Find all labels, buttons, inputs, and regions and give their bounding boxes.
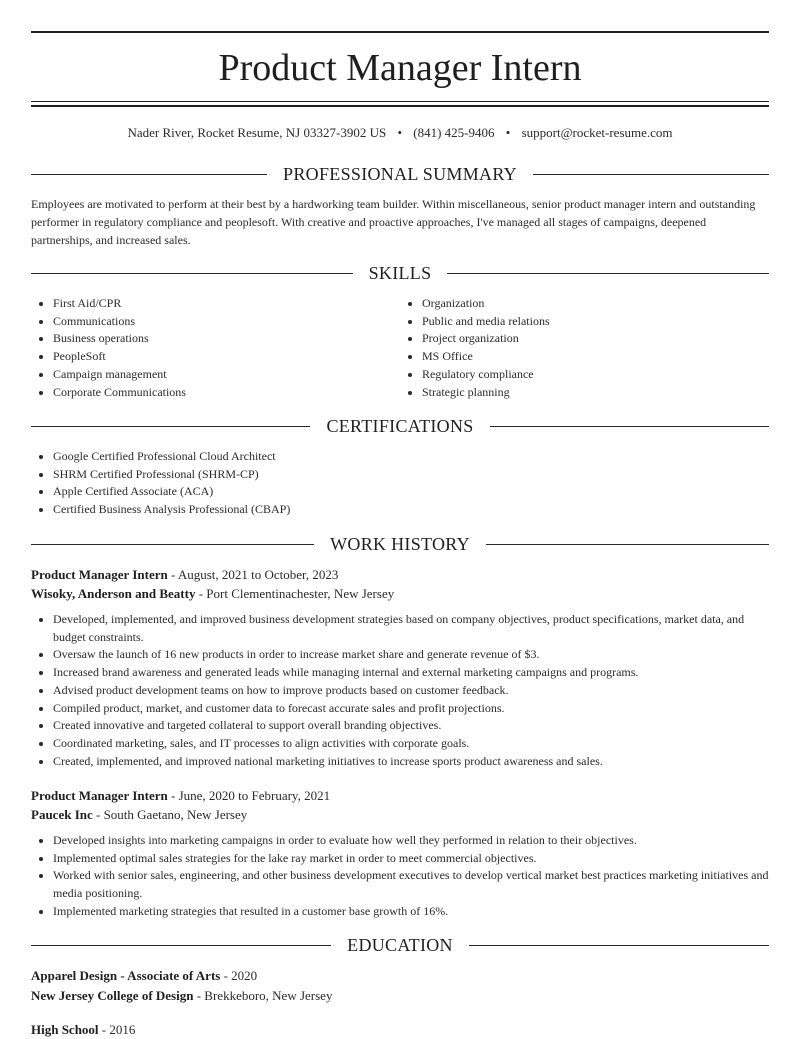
job-location: - Port Clementinachester, New Jersey bbox=[195, 586, 395, 601]
heading-rule-left bbox=[31, 426, 310, 427]
section-heading-education bbox=[31, 934, 769, 956]
contact-address: Nader River, Rocket Resume, NJ 03327-3902 US bbox=[127, 125, 387, 140]
section-heading-work-history bbox=[31, 533, 769, 555]
section-heading-certifications bbox=[31, 415, 769, 437]
heading-rule-right bbox=[469, 945, 769, 946]
job-bullet: • Increased brand awareness and generated leads while managing internal and external marketing campaigns and programs. bbox=[53, 664, 769, 682]
job-bullets bbox=[31, 832, 769, 921]
job-bullet: • Developed insights into marketing campaigns in order to evaluate how well they performed in relation to their objectives. bbox=[53, 832, 769, 850]
job-dates: - June, 2020 to February, 2021 bbox=[167, 788, 331, 803]
education-entry bbox=[31, 966, 769, 1006]
section-title: EDUCATION bbox=[347, 934, 453, 955]
job-title-line bbox=[31, 786, 769, 805]
education-year: - 2020 bbox=[220, 968, 258, 983]
heading-rule-left bbox=[31, 945, 331, 946]
skills-column-right bbox=[400, 295, 769, 401]
skill-item: • Strategic planning bbox=[422, 384, 769, 402]
heading-rule-left bbox=[31, 544, 314, 545]
section-title: WORK HISTORY bbox=[330, 533, 470, 554]
education-school: New Jersey College of Design bbox=[31, 988, 194, 1003]
education-entry bbox=[31, 1020, 769, 1039]
skill-item: • PeopleSoft bbox=[53, 348, 400, 366]
job-bullet: • Coordinated marketing, sales, and IT processes to align activities with corporate goals. bbox=[53, 735, 769, 753]
certification-item: • SHRM Certified Professional (SHRM-CP) bbox=[53, 466, 769, 484]
heading-rule-left bbox=[31, 174, 267, 175]
certification-item: • Apple Certified Associate (ACA) bbox=[53, 483, 769, 501]
job-bullet: • Implemented marketing strategies that resulted in a customer base growth of 16%. bbox=[53, 903, 769, 921]
job-bullet: • Compiled product, market, and customer data to forecast accurate sales and profit projections. bbox=[53, 700, 769, 718]
section-heading-summary bbox=[31, 163, 769, 185]
section-heading-skills bbox=[31, 262, 769, 284]
title-divider-thin bbox=[31, 101, 769, 102]
skills-column-left bbox=[31, 295, 400, 401]
heading-rule-right bbox=[486, 544, 769, 545]
skill-item: • Project organization bbox=[422, 330, 769, 348]
skills-list bbox=[31, 295, 769, 401]
heading-rule-right bbox=[533, 174, 769, 175]
job-dates: - August, 2021 to October, 2023 bbox=[167, 567, 339, 582]
job-location: - South Gaetano, New Jersey bbox=[92, 807, 248, 822]
certification-item: • Certified Business Analysis Professional (CBAP) bbox=[53, 501, 769, 519]
skill-item: • Business operations bbox=[53, 330, 400, 348]
page-title: Product Manager Intern bbox=[218, 47, 582, 89]
bullet-separator-icon: • bbox=[505, 125, 511, 140]
summary-text: Employees are motivated to perform at their best by a hardworking team builder. Within miscellaneous, senior product manager intern and outstanding performer in regulatory compliance and peoplesoft. With creative and proactive approaches, I've managed all stages of campaigns, deepened partnerships, and increased sales. bbox=[31, 197, 756, 247]
job-title: Product Manager Intern bbox=[31, 788, 168, 803]
skill-item: • MS Office bbox=[422, 348, 769, 366]
job-bullet: • Created, implemented, and improved national marketing initiatives to increase sports product awareness and sales. bbox=[53, 753, 769, 771]
heading-rule-right bbox=[447, 273, 769, 274]
section-title: PROFESSIONAL SUMMARY bbox=[283, 163, 517, 184]
job-bullet: • Worked with senior sales, engineering, and other business development executives to develop vertical market best practices marketing initiatives and media positioning. bbox=[53, 867, 769, 902]
heading-rule-right bbox=[490, 426, 769, 427]
contact-phone: (841) 425-9406 bbox=[413, 125, 495, 140]
contact-email: support@rocket-resume.com bbox=[521, 125, 673, 140]
certifications-list bbox=[31, 448, 769, 519]
skill-item: • First Aid/CPR bbox=[53, 295, 400, 313]
education-year: - 2016 bbox=[98, 1022, 136, 1037]
job-company: Wisoky, Anderson and Beatty bbox=[31, 586, 196, 601]
job-company-line bbox=[31, 584, 769, 603]
job-title-line bbox=[31, 565, 769, 584]
certification-item: • Google Certified Professional Cloud Architect bbox=[53, 448, 769, 466]
education-school-line bbox=[31, 986, 769, 1006]
job-title: Product Manager Intern bbox=[31, 567, 168, 582]
job-bullet: • Created innovative and targeted collateral to support overall branding objectives. bbox=[53, 717, 769, 735]
job-entry bbox=[31, 565, 769, 770]
education-degree: High School bbox=[31, 1022, 99, 1037]
heading-rule-left bbox=[31, 273, 353, 274]
job-bullets bbox=[31, 611, 769, 770]
skill-item: • Public and media relations bbox=[422, 313, 769, 331]
bullet-separator-icon: • bbox=[397, 125, 402, 140]
skill-item: • Communications bbox=[53, 313, 400, 331]
job-bullet: • Advised product development teams on how to improve products based on customer feedback. bbox=[53, 682, 769, 700]
skill-item: • Organization bbox=[422, 295, 769, 313]
skill-item: • Corporate Communications bbox=[53, 384, 400, 402]
job-company-line bbox=[31, 805, 769, 824]
title-divider-thick bbox=[31, 105, 769, 107]
job-bullet: • Developed, implemented, and improved business development strategies based on company objectives, product specifications, market data, and budget constraints. bbox=[53, 611, 769, 646]
education-degree: Apparel Design - Associate of Arts bbox=[31, 968, 221, 983]
section-title: SKILLS bbox=[368, 262, 432, 283]
contact-info bbox=[31, 124, 769, 142]
job-entry bbox=[31, 786, 769, 921]
top-divider bbox=[31, 31, 769, 33]
education-location: - Brekkeboro, New Jersey bbox=[193, 988, 333, 1003]
skill-item: • Campaign management bbox=[53, 366, 400, 384]
section-title: CERTIFICATIONS bbox=[326, 415, 474, 436]
job-bullet: • Oversaw the launch of 16 new products in order to increase market share and generate revenue of $3. bbox=[53, 646, 769, 664]
education-degree-line bbox=[31, 966, 769, 986]
job-bullet: • Implemented optimal sales strategies for the lake ray market in order to meet commercial objectives. bbox=[53, 850, 769, 868]
skill-item: • Regulatory compliance bbox=[422, 366, 769, 384]
education-degree-line bbox=[31, 1020, 769, 1039]
job-company: Paucek Inc bbox=[31, 807, 93, 822]
